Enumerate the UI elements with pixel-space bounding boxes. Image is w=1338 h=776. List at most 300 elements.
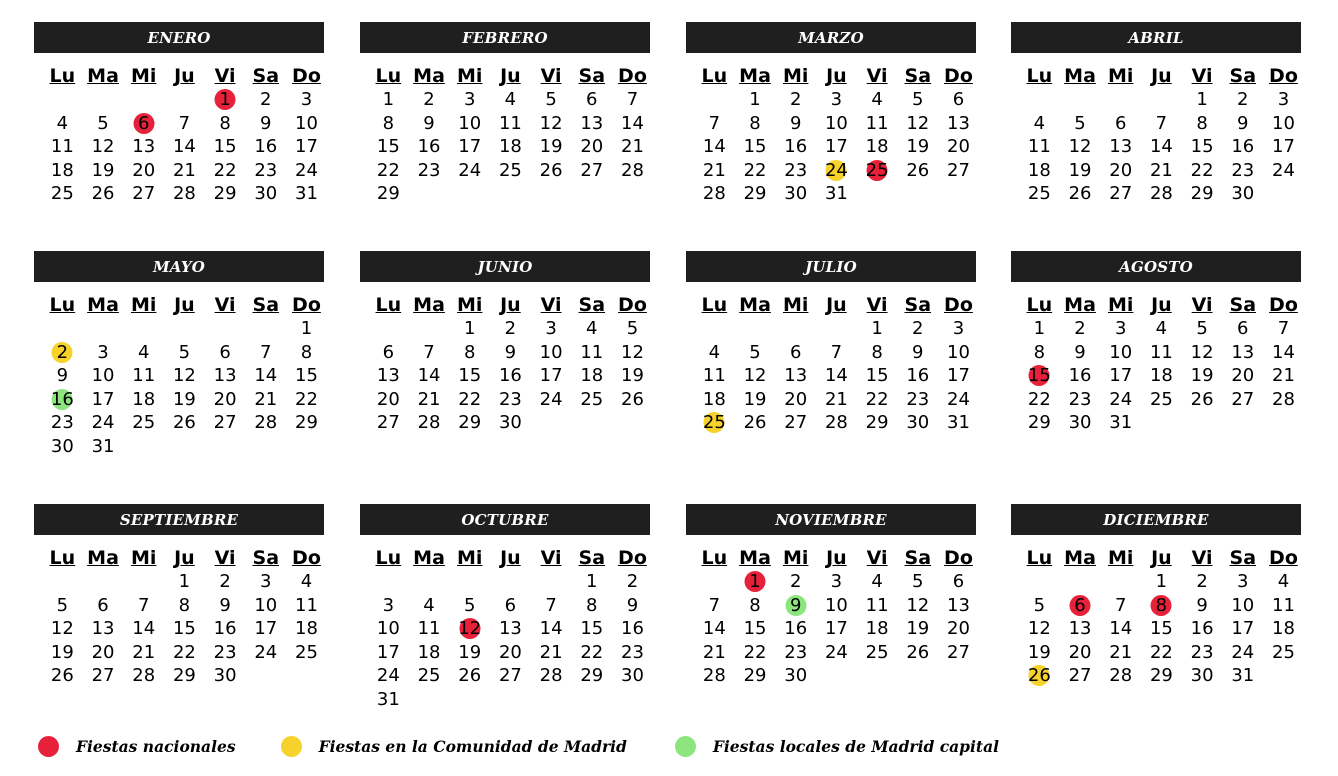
day-number: 12: [621, 341, 644, 363]
day-cell: [123, 594, 164, 618]
day-cell: [1222, 364, 1263, 388]
weekday-header: Sa: [904, 547, 932, 569]
day-number: 14: [1109, 618, 1133, 640]
weekday-header: Lu: [1026, 65, 1053, 87]
day-cell: [449, 411, 490, 435]
day-cell: [1100, 317, 1141, 341]
day-number: 27: [1231, 388, 1255, 410]
day-cell: [490, 341, 531, 365]
day-number: 1: [749, 89, 761, 110]
day-cell: [123, 341, 164, 365]
green-dot-icon: [675, 736, 696, 757]
day-cell: [368, 617, 409, 641]
day-number: 13: [1109, 136, 1133, 158]
day-number: 10: [539, 341, 563, 363]
day-cell: [897, 364, 938, 388]
day-cell: [531, 617, 572, 641]
day-number: 15: [295, 365, 318, 387]
empty-cell: [123, 317, 164, 341]
day-cell: [1182, 135, 1223, 159]
day-cell: [245, 388, 286, 412]
day-cell: [83, 112, 124, 136]
day-number: 10: [91, 365, 115, 387]
day-cell: [205, 341, 246, 365]
day-cell: [83, 435, 124, 459]
day-number: 9: [1074, 341, 1086, 363]
empty-cell: [1141, 88, 1182, 112]
day-cell: [735, 88, 776, 112]
day-grid: [42, 64, 324, 206]
day-number: 22: [458, 388, 482, 410]
day-cell: [1141, 594, 1182, 618]
day-number: 28: [172, 183, 196, 205]
day-number: 24: [254, 641, 278, 663]
day-cell: [286, 411, 327, 435]
day-cell: [42, 411, 83, 435]
weekday-header: Do: [292, 65, 321, 87]
day-number: 31: [947, 412, 970, 434]
day-number: 2: [789, 571, 802, 592]
day-number: 5: [545, 89, 557, 110]
weekday-header: Mi: [1108, 294, 1134, 316]
day-number: 17: [458, 136, 482, 158]
day-cell: [42, 341, 83, 365]
day-cell: [938, 364, 979, 388]
weekday-header: Mi: [1108, 547, 1134, 569]
weekday-header: Do: [1269, 547, 1298, 569]
day-cell: [368, 364, 409, 388]
day-number: 27: [132, 183, 156, 205]
day-number: 23: [213, 641, 237, 663]
empty-cell: [1060, 88, 1101, 112]
day-number: 20: [498, 641, 522, 663]
day-grid: [1019, 293, 1301, 435]
day-cell: [164, 112, 205, 136]
day-number: 24: [376, 665, 400, 687]
weekday-header: Vi: [1191, 65, 1213, 87]
day-cell: [164, 388, 205, 412]
red-dot-icon: [38, 736, 59, 757]
day-cell: [735, 570, 776, 594]
day-cell: [857, 570, 898, 594]
day-cell: [83, 388, 124, 412]
day-number: 13: [132, 136, 156, 158]
day-cell: [694, 617, 735, 641]
empty-cell: [83, 317, 124, 341]
day-number: 1: [749, 571, 761, 592]
day-number: 29: [1027, 412, 1051, 434]
day-number: 17: [824, 618, 848, 640]
day-cell: [1182, 388, 1223, 412]
day-cell: [42, 364, 83, 388]
day-number: 31: [1109, 412, 1133, 434]
weekday-header: Ma: [739, 65, 771, 87]
day-cell: [164, 617, 205, 641]
day-cell: [1019, 135, 1060, 159]
day-number: 7: [545, 594, 557, 616]
day-number: 12: [172, 365, 196, 387]
day-cell: [735, 159, 776, 183]
day-number: 2: [1237, 89, 1249, 110]
day-number: 28: [824, 412, 848, 434]
day-number: 16: [213, 618, 237, 640]
day-cell: [164, 341, 205, 365]
day-number: 18: [132, 388, 156, 410]
day-cell: [164, 159, 205, 183]
day-cell: [1263, 364, 1304, 388]
day-cell: [1100, 182, 1141, 206]
day-cell: [1019, 159, 1060, 183]
day-cell: [83, 664, 124, 688]
day-cell: [612, 135, 653, 159]
day-cell: [490, 112, 531, 136]
day-number: 17: [1231, 618, 1255, 640]
day-number: 23: [417, 159, 441, 181]
day-number: 25: [132, 412, 156, 434]
day-number: 19: [539, 136, 563, 158]
day-number: 11: [1272, 594, 1295, 616]
day-number: 18: [865, 136, 889, 158]
day-number: 10: [947, 341, 970, 363]
weekday-header: Ma: [739, 547, 771, 569]
day-cell: [409, 341, 450, 365]
day-cell: [83, 341, 124, 365]
day-number: 1: [1196, 89, 1208, 110]
day-number: 9: [260, 112, 272, 134]
month-noviembre: [686, 504, 976, 688]
weekday-header: Ju: [1151, 65, 1172, 87]
day-cell: [368, 159, 409, 183]
day-number: 12: [743, 365, 767, 387]
day-number: 20: [784, 388, 808, 410]
day-cell: [816, 364, 857, 388]
day-cell: [694, 388, 735, 412]
day-cell: [449, 135, 490, 159]
day-number: 13: [91, 618, 115, 640]
weekday-header: Ju: [500, 547, 521, 569]
day-number: 29: [1149, 665, 1173, 687]
day-cell: [1182, 317, 1223, 341]
day-number: 11: [1149, 341, 1173, 363]
day-number: 11: [132, 365, 156, 387]
day-cell: [857, 159, 898, 183]
day-number: 16: [417, 136, 441, 158]
day-number: 20: [580, 136, 604, 158]
day-number: 26: [458, 665, 482, 687]
day-number: 17: [254, 618, 278, 640]
day-number: 19: [50, 641, 74, 663]
day-cell: [286, 617, 327, 641]
day-number: 18: [1149, 365, 1173, 387]
empty-cell: [205, 317, 246, 341]
day-number: 9: [423, 112, 435, 134]
weekday-header: Sa: [578, 547, 606, 569]
day-number: 4: [504, 89, 517, 110]
weekday-header: Mi: [457, 547, 483, 569]
empty-cell: [245, 317, 286, 341]
day-cell: [205, 135, 246, 159]
day-number: 22: [580, 641, 604, 663]
day-number: 23: [50, 412, 74, 434]
empty-cell: [409, 317, 450, 341]
day-cell: [897, 641, 938, 665]
empty-cell: [83, 570, 124, 594]
day-cell: [449, 88, 490, 112]
weekday-header: Mi: [783, 294, 809, 316]
day-number: 7: [626, 89, 639, 110]
day-number: 7: [178, 112, 191, 134]
weekday-header: Vi: [1191, 294, 1213, 316]
day-cell: [83, 159, 124, 183]
day-cell: [571, 341, 612, 365]
day-number: 3: [300, 89, 313, 110]
weekday-header: Mi: [131, 294, 157, 316]
day-number: 15: [458, 365, 482, 387]
day-number: 11: [865, 594, 889, 616]
day-cell: [449, 664, 490, 688]
day-number: 15: [1190, 136, 1214, 158]
day-number: 8: [1033, 341, 1046, 363]
day-number: 11: [865, 112, 889, 134]
day-number: 14: [172, 136, 196, 158]
day-cell: [775, 182, 816, 206]
day-number: 21: [824, 388, 848, 410]
day-number: 4: [137, 341, 150, 363]
empty-cell: [368, 317, 409, 341]
day-cell: [1060, 317, 1101, 341]
day-number: 26: [91, 183, 115, 205]
day-cell: [1222, 88, 1263, 112]
day-number: 15: [376, 136, 400, 158]
day-cell: [83, 364, 124, 388]
day-number: 9: [1237, 112, 1249, 134]
day-cell: [857, 594, 898, 618]
day-number: 5: [1196, 318, 1208, 339]
day-cell: [245, 617, 286, 641]
day-cell: [938, 388, 979, 412]
day-cell: [1141, 664, 1182, 688]
day-number: 28: [539, 665, 563, 687]
day-cell: [1141, 364, 1182, 388]
day-cell: [42, 594, 83, 618]
day-number: 3: [260, 571, 272, 592]
day-cell: [286, 388, 327, 412]
day-number: 29: [743, 183, 767, 205]
day-cell: [694, 182, 735, 206]
day-number: 30: [1231, 183, 1255, 205]
day-cell: [286, 159, 327, 183]
legend-item-comunidad: [281, 736, 627, 757]
day-number: 20: [947, 136, 970, 158]
day-number: 22: [743, 159, 767, 181]
day-number: 17: [824, 136, 848, 158]
day-cell: [1263, 112, 1304, 136]
day-number: 26: [1190, 388, 1214, 410]
day-cell: [1222, 388, 1263, 412]
day-cell: [1141, 182, 1182, 206]
day-number: 4: [1033, 112, 1046, 134]
day-cell: [612, 364, 653, 388]
weekday-header: Ju: [826, 294, 847, 316]
day-number: 2: [1196, 571, 1208, 592]
day-number: 19: [743, 388, 767, 410]
day-number: 9: [1196, 594, 1208, 616]
day-cell: [286, 317, 327, 341]
day-number: 17: [295, 136, 318, 158]
day-cell: [816, 112, 857, 136]
day-number: 10: [376, 618, 400, 640]
day-cell: [286, 594, 327, 618]
day-number: 26: [1068, 183, 1092, 205]
day-number: 30: [50, 435, 74, 457]
day-cell: [1222, 617, 1263, 641]
day-number: 25: [1149, 388, 1173, 410]
weekday-header: Do: [618, 547, 647, 569]
day-cell: [612, 664, 653, 688]
day-cell: [1182, 570, 1223, 594]
day-number: 16: [498, 365, 522, 387]
day-cell: [612, 112, 653, 136]
day-cell: [531, 664, 572, 688]
day-number: 3: [1277, 89, 1290, 110]
day-cell: [164, 641, 205, 665]
day-number: 9: [789, 594, 802, 616]
weekday-header: Sa: [1229, 547, 1257, 569]
day-number: 29: [580, 665, 604, 687]
weekday-header: Ju: [500, 294, 521, 316]
month-title: FEBRERO: [360, 22, 650, 53]
day-number: 8: [219, 112, 231, 134]
day-cell: [490, 641, 531, 665]
day-number: 31: [91, 435, 115, 457]
day-cell: [449, 388, 490, 412]
day-number: 7: [1155, 112, 1168, 134]
day-cell: [205, 641, 246, 665]
day-number: 25: [865, 159, 889, 181]
day-number: 23: [784, 641, 808, 663]
day-cell: [164, 135, 205, 159]
day-cell: [286, 641, 327, 665]
day-number: 16: [906, 365, 930, 387]
weekday-header: Vi: [214, 547, 236, 569]
day-cell: [490, 594, 531, 618]
day-cell: [123, 135, 164, 159]
day-number: 3: [545, 318, 557, 339]
empty-cell: [490, 570, 531, 594]
day-number: 5: [626, 318, 639, 339]
day-number: 19: [621, 365, 644, 387]
day-cell: [1263, 341, 1304, 365]
weekday-header: Do: [944, 294, 973, 316]
day-cell: [735, 388, 776, 412]
weekday-header: Lu: [701, 65, 728, 87]
day-cell: [816, 182, 857, 206]
day-number: 8: [300, 341, 313, 363]
day-cell: [1060, 341, 1101, 365]
day-cell: [1019, 182, 1060, 206]
day-cell: [857, 364, 898, 388]
day-cell: [1100, 341, 1141, 365]
day-number: 28: [1109, 665, 1133, 687]
weekday-header: Mi: [457, 294, 483, 316]
day-grid: [42, 293, 324, 459]
day-cell: [449, 159, 490, 183]
day-cell: [1222, 135, 1263, 159]
weekday-header: Vi: [214, 65, 236, 87]
day-number: 10: [458, 112, 482, 134]
day-cell: [1263, 641, 1304, 665]
day-cell: [694, 664, 735, 688]
day-number: 28: [702, 183, 726, 205]
day-number: 19: [458, 641, 482, 663]
day-number: 14: [702, 136, 726, 158]
weekday-header: Ma: [413, 65, 445, 87]
day-cell: [409, 112, 450, 136]
day-cell: [409, 617, 450, 641]
day-number: 16: [50, 388, 74, 410]
weekday-header: Ju: [826, 547, 847, 569]
day-cell: [735, 594, 776, 618]
day-cell: [245, 411, 286, 435]
day-number: 22: [213, 159, 237, 181]
day-number: 19: [1068, 159, 1092, 181]
day-number: 20: [947, 618, 970, 640]
empty-cell: [1019, 88, 1060, 112]
day-cell: [775, 159, 816, 183]
day-cell: [1182, 182, 1223, 206]
month-title: JULIO: [686, 251, 976, 282]
day-cell: [42, 182, 83, 206]
day-number: 19: [91, 159, 115, 181]
day-number: 5: [749, 341, 761, 363]
day-cell: [938, 341, 979, 365]
day-number: 3: [1114, 318, 1127, 339]
day-number: 28: [254, 412, 278, 434]
weekday-header: Ma: [87, 65, 119, 87]
day-number: 12: [1027, 618, 1051, 640]
day-number: 6: [382, 341, 395, 363]
day-number: 23: [1068, 388, 1092, 410]
month-julio: [686, 251, 976, 435]
day-cell: [775, 341, 816, 365]
day-number: 16: [1231, 136, 1255, 158]
day-cell: [897, 317, 938, 341]
day-grid: [368, 293, 650, 435]
weekday-header: Ma: [1064, 294, 1096, 316]
weekday-header: Vi: [866, 294, 888, 316]
day-cell: [897, 341, 938, 365]
day-cell: [1060, 159, 1101, 183]
day-number: 15: [1027, 365, 1051, 387]
day-cell: [1182, 594, 1223, 618]
day-cell: [1263, 159, 1304, 183]
day-cell: [857, 341, 898, 365]
day-cell: [816, 159, 857, 183]
day-number: 1: [219, 89, 231, 110]
weekday-header: Do: [944, 65, 973, 87]
month-febrero: [360, 22, 650, 206]
day-cell: [775, 617, 816, 641]
day-number: 25: [865, 641, 889, 663]
month-junio: [360, 251, 650, 435]
weekday-header: Ju: [174, 547, 195, 569]
day-cell: [1222, 317, 1263, 341]
day-cell: [409, 135, 450, 159]
day-number: 28: [417, 412, 441, 434]
day-number: 25: [702, 412, 726, 434]
day-cell: [531, 341, 572, 365]
weekday-header: Ju: [174, 65, 195, 87]
